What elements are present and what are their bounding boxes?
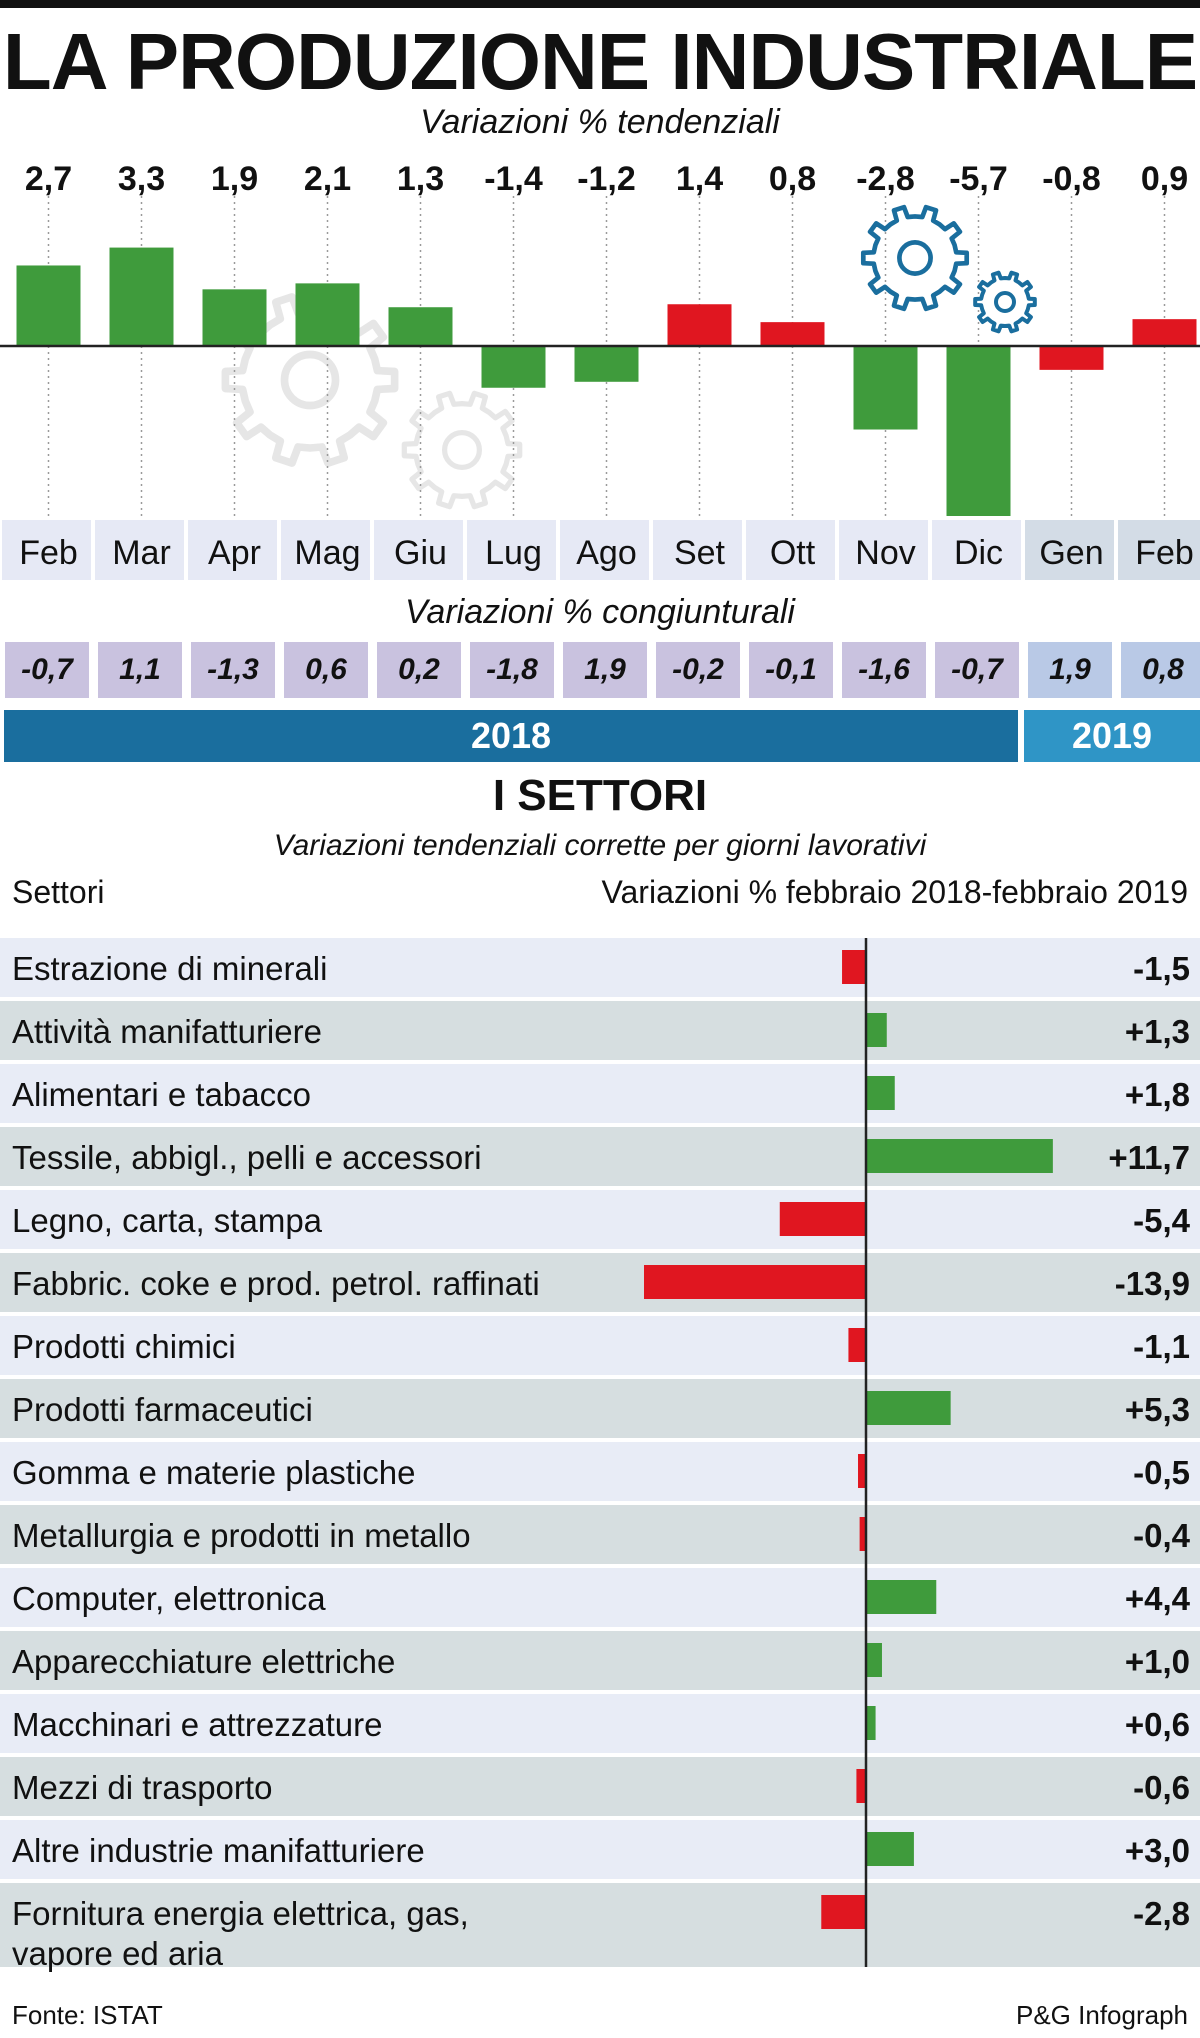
sector-bar bbox=[866, 1139, 1053, 1173]
month-label: Mar bbox=[112, 534, 171, 572]
sector-label: Prodotti farmaceutici bbox=[12, 1391, 313, 1428]
bar bbox=[482, 346, 546, 388]
month-label: Set bbox=[673, 534, 726, 572]
sector-value: -1,5 bbox=[1133, 950, 1190, 987]
mom-value: -0,2 bbox=[656, 642, 740, 698]
sectors-bar-chart bbox=[0, 938, 1200, 1988]
bar bbox=[1040, 346, 1104, 370]
mom-value: 0,6 bbox=[284, 642, 368, 698]
month-label: Mag bbox=[294, 534, 361, 572]
sectors-subtitle: Variazioni tendenziali corrette per giorni lavorativi bbox=[273, 829, 927, 862]
sector-label: Fabbric. coke e prod. petrol. raffinati bbox=[12, 1265, 540, 1302]
sector-bar bbox=[866, 1706, 876, 1740]
value-label: 2,1 bbox=[303, 160, 352, 198]
month-label: Feb bbox=[1135, 534, 1194, 572]
sector-label: Prodotti chimici bbox=[12, 1328, 236, 1365]
mom-value: 1,9 bbox=[563, 642, 647, 698]
month-label: Ago bbox=[576, 534, 637, 572]
sector-bar bbox=[866, 1643, 882, 1677]
sector-bar bbox=[866, 1580, 936, 1614]
sector-value: -0,6 bbox=[1133, 1769, 1190, 1806]
sector-value: +1,8 bbox=[1124, 1076, 1190, 1113]
sector-label: Mezzi di trasporto bbox=[12, 1769, 273, 1806]
mom-value: -1,6 bbox=[842, 642, 926, 698]
bar bbox=[761, 322, 825, 346]
sector-value: -13,9 bbox=[1114, 1265, 1190, 1302]
sector-value: +4,4 bbox=[1124, 1580, 1190, 1617]
sector-bar bbox=[644, 1265, 866, 1299]
value-label: -1,2 bbox=[577, 160, 636, 198]
month-label: Lug bbox=[485, 534, 542, 572]
mom-value: -0,7 bbox=[5, 642, 89, 698]
bar bbox=[110, 248, 174, 346]
value-label: -1,4 bbox=[484, 160, 543, 198]
value-label: 1,4 bbox=[675, 160, 724, 198]
source-note: Fonte: ISTAT bbox=[12, 2000, 163, 2030]
mom-subtitle: Variazioni % congiunturali bbox=[405, 593, 795, 631]
sector-bar bbox=[866, 1832, 914, 1866]
bar bbox=[854, 346, 918, 430]
value-label: 1,9 bbox=[210, 160, 259, 198]
gear-icon bbox=[975, 273, 1035, 332]
bar bbox=[389, 307, 453, 346]
sector-value: +0,6 bbox=[1124, 1706, 1190, 1743]
sector-bar bbox=[842, 950, 866, 984]
sector-value: -0,5 bbox=[1133, 1454, 1190, 1491]
year-2018-bar: 2018 bbox=[4, 710, 1018, 762]
sector-label: Altre industrie manifatturiere bbox=[12, 1832, 425, 1869]
year-2019-bar: 2019 bbox=[1024, 710, 1200, 762]
sectors-title: I SETTORI bbox=[492, 771, 708, 820]
top-rule bbox=[0, 0, 1200, 8]
page-title: LA PRODUZIONE INDUSTRIALE bbox=[2, 17, 1198, 106]
mom-value: 1,1 bbox=[98, 642, 182, 698]
sector-bar bbox=[856, 1769, 866, 1803]
sector-value: +11,7 bbox=[1108, 1139, 1190, 1176]
month-label: Ott bbox=[769, 534, 816, 572]
bar bbox=[947, 346, 1011, 516]
mom-value: 0,8 bbox=[1121, 642, 1200, 698]
mom-value: -0,1 bbox=[749, 642, 833, 698]
month-label: Apr bbox=[208, 534, 261, 572]
values-column-header: Variazioni % febbraio 2018-febbraio 2019 bbox=[601, 874, 1188, 910]
mom-value: 0,2 bbox=[377, 642, 461, 698]
mom-value: -1,8 bbox=[470, 642, 554, 698]
mom-value: -0,7 bbox=[935, 642, 1019, 698]
bar bbox=[1133, 319, 1197, 346]
sector-label: Attività manifatturiere bbox=[12, 1013, 322, 1050]
sector-label: vapore ed aria bbox=[12, 1935, 223, 1972]
sector-label: Alimentari e tabacco bbox=[12, 1076, 311, 1113]
bar bbox=[296, 283, 360, 346]
sector-value: +1,3 bbox=[1124, 1013, 1190, 1050]
bar bbox=[203, 289, 267, 346]
mom-value: 1,9 bbox=[1028, 642, 1112, 698]
sector-label: Estrazione di minerali bbox=[12, 950, 328, 987]
sector-label: Metallurgia e prodotti in metallo bbox=[12, 1517, 471, 1554]
background-gear-icon bbox=[404, 393, 519, 506]
value-label: 3,3 bbox=[117, 160, 166, 198]
sector-bar bbox=[866, 1076, 895, 1110]
sector-value: +5,3 bbox=[1124, 1391, 1190, 1428]
sector-value: -2,8 bbox=[1133, 1895, 1190, 1932]
sector-label: Gomma e materie plastiche bbox=[12, 1454, 416, 1491]
value-label: 1,3 bbox=[396, 160, 445, 198]
sector-label: Fornitura energia elettrica, gas, bbox=[12, 1895, 469, 1932]
month-label: Giu bbox=[394, 534, 447, 572]
sector-label: Macchinari e attrezzature bbox=[12, 1706, 383, 1743]
yoy-bar-chart bbox=[0, 150, 1200, 590]
bar bbox=[668, 304, 732, 346]
month-label: Feb bbox=[19, 534, 78, 572]
value-label: 0,9 bbox=[1140, 160, 1189, 198]
sector-bar bbox=[866, 1013, 887, 1047]
sector-value: -0,4 bbox=[1133, 1517, 1190, 1554]
sector-label: Tessile, abbigl., pelli e accessori bbox=[12, 1139, 482, 1176]
sector-label: Legno, carta, stampa bbox=[12, 1202, 323, 1239]
bar bbox=[17, 265, 81, 346]
sector-label: Computer, elettronica bbox=[12, 1580, 326, 1617]
credit-note: P&G Infograph bbox=[1016, 2000, 1188, 2030]
sector-bar bbox=[866, 1391, 951, 1425]
value-label: -0,8 bbox=[1042, 160, 1101, 198]
value-label: 2,7 bbox=[24, 160, 73, 198]
sectors-column-header: Settori bbox=[12, 874, 105, 910]
sector-value: -5,4 bbox=[1133, 1202, 1190, 1239]
yoy-subtitle: Variazioni % tendenziali bbox=[420, 103, 780, 141]
mom-value: -1,3 bbox=[191, 642, 275, 698]
month-label: Nov bbox=[855, 534, 916, 572]
value-label: -2,8 bbox=[856, 160, 915, 198]
bar bbox=[575, 346, 639, 382]
month-label: Gen bbox=[1039, 534, 1104, 572]
sector-bar bbox=[821, 1895, 866, 1929]
value-label: 0,8 bbox=[768, 160, 817, 198]
sector-value: -1,1 bbox=[1133, 1328, 1190, 1365]
gear-icon bbox=[863, 207, 966, 309]
sector-bar bbox=[848, 1328, 866, 1362]
sector-label: Apparecchiature elettriche bbox=[12, 1643, 396, 1680]
value-label: -5,7 bbox=[949, 160, 1008, 198]
sector-value: +3,0 bbox=[1124, 1832, 1190, 1869]
mom-values-row bbox=[0, 642, 1200, 698]
sector-value: +1,0 bbox=[1124, 1643, 1190, 1680]
month-label: Dic bbox=[953, 534, 1004, 572]
sector-bar bbox=[780, 1202, 866, 1236]
